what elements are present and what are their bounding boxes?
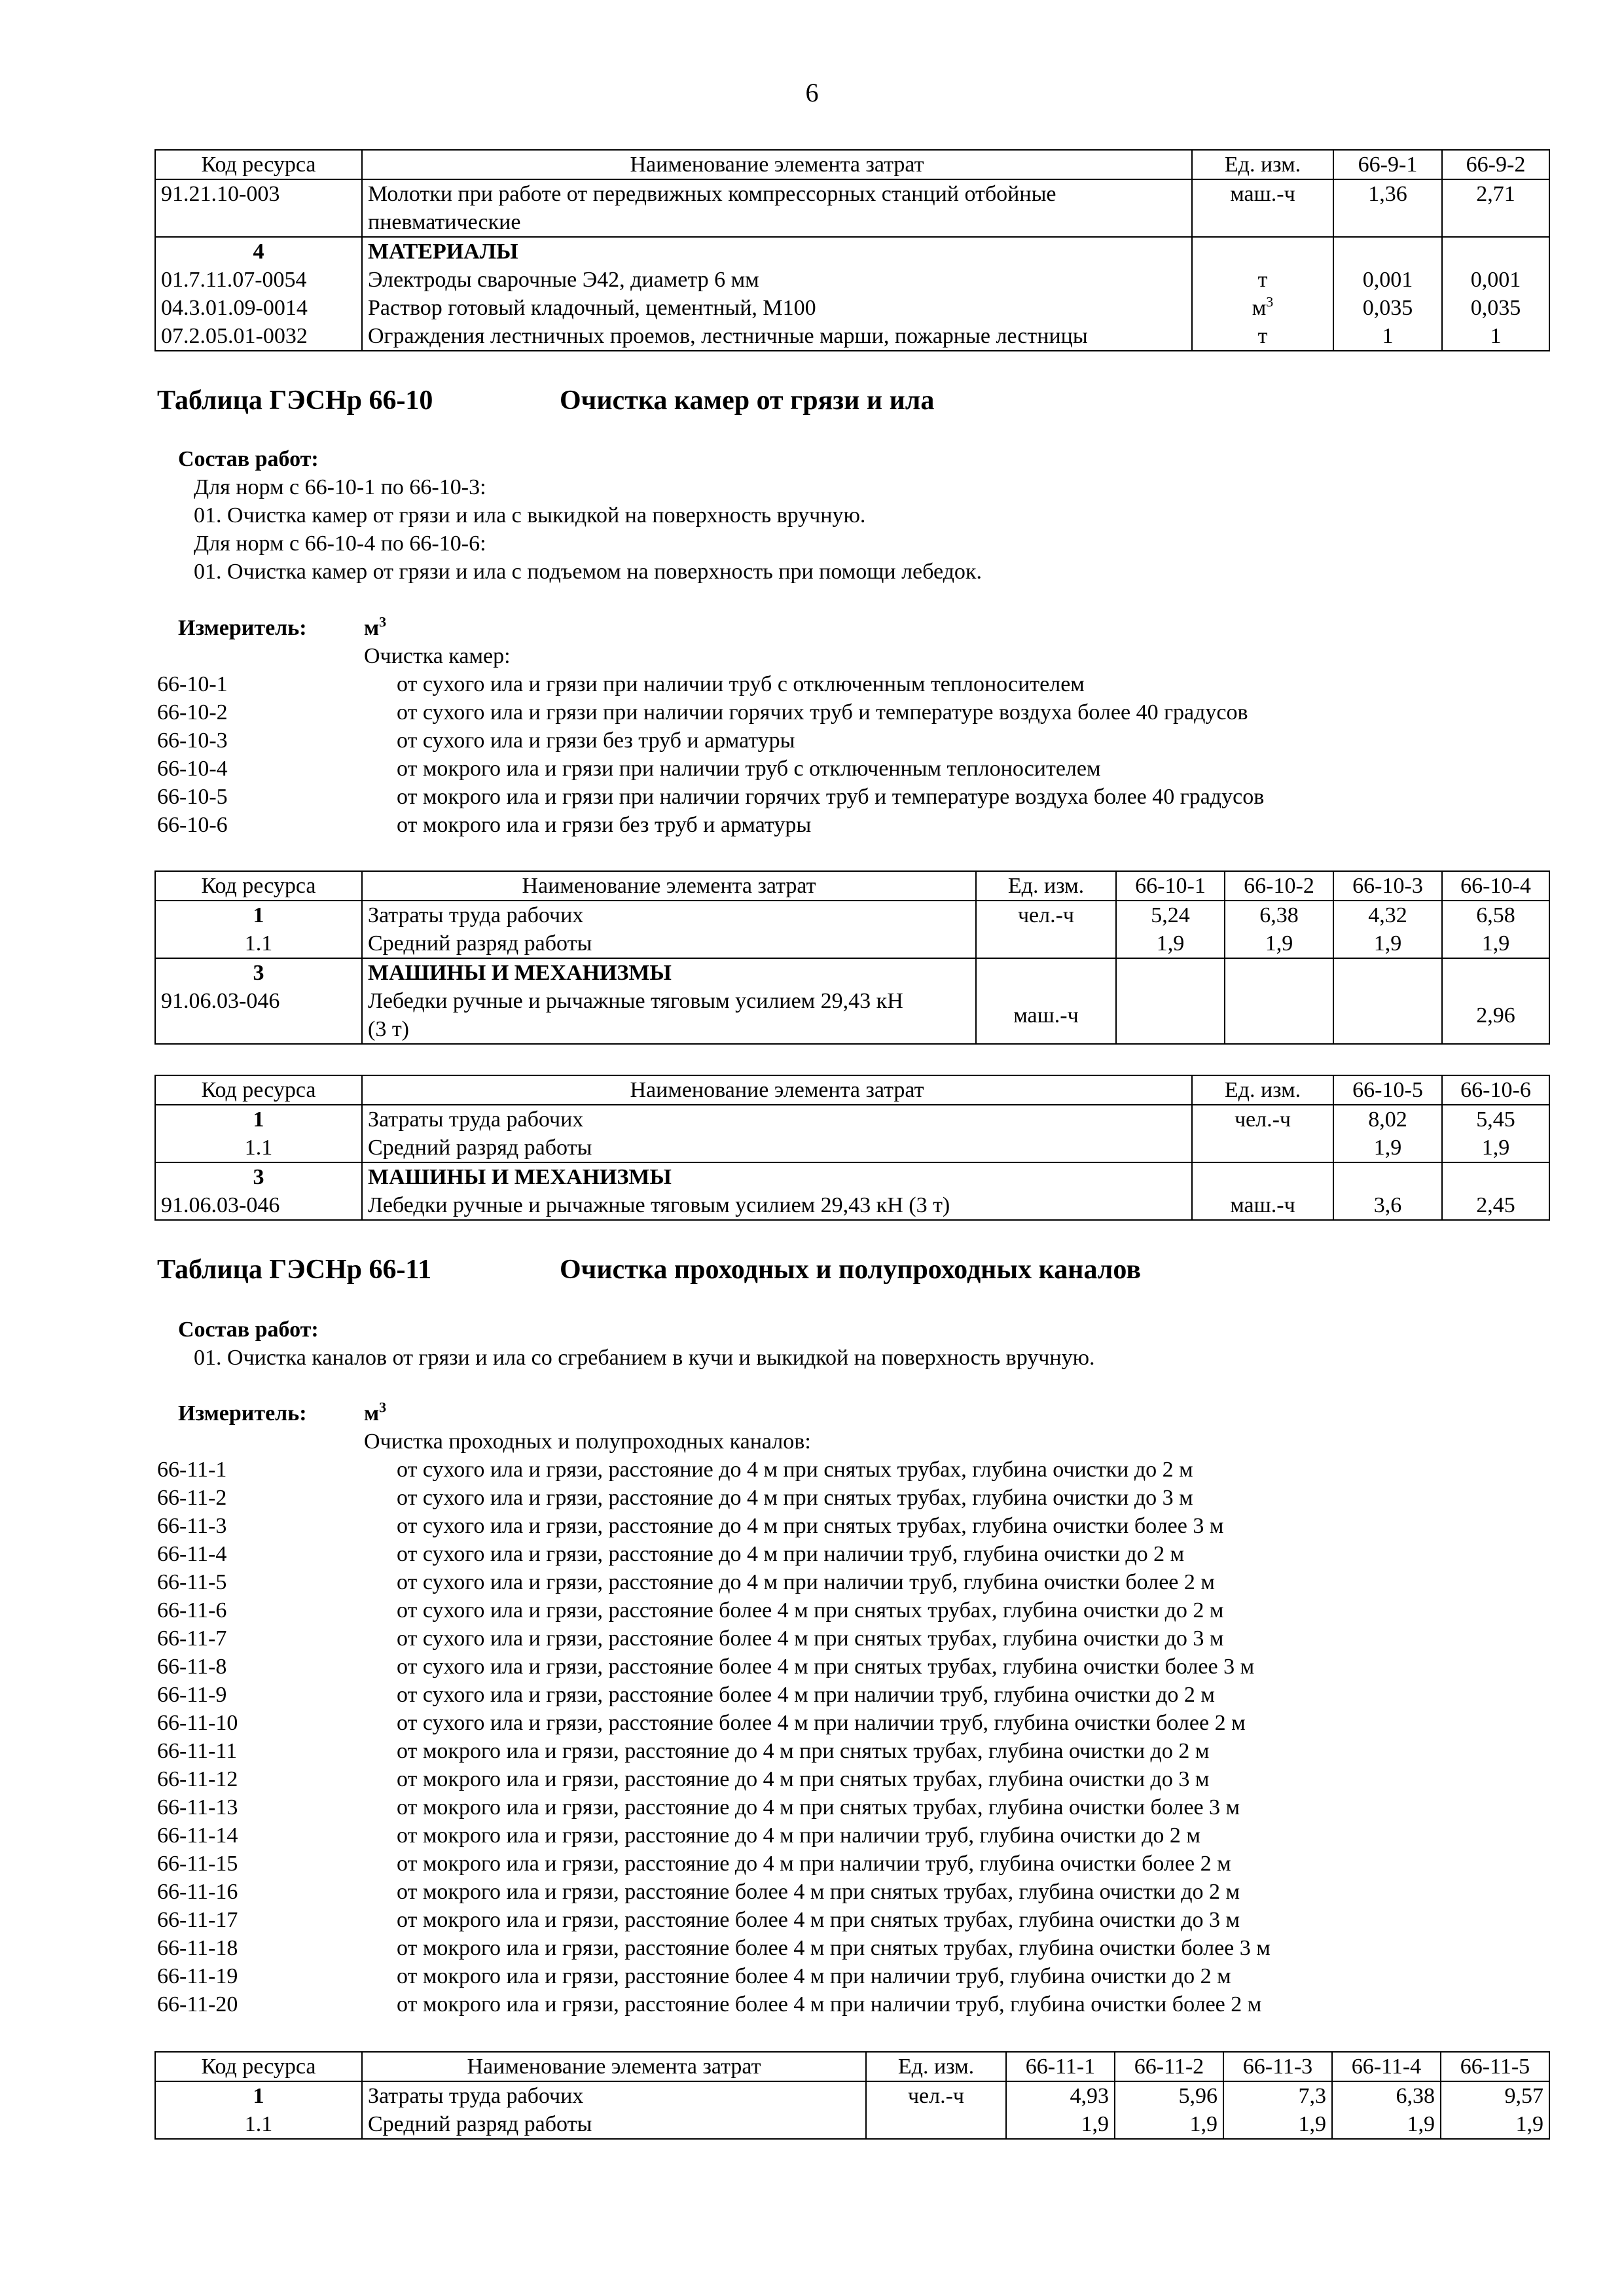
- resource-name: Затраты труда рабочих: [362, 2081, 866, 2110]
- norm-value: [1225, 987, 1333, 1044]
- norm-value: 1,9: [1441, 2110, 1549, 2139]
- norm-value: [1116, 987, 1225, 1044]
- section-name: МАШИНЫ И МЕХАНИЗМЫ: [362, 958, 976, 987]
- measure-label: Измеритель:: [178, 616, 307, 640]
- norm-value: 1,9: [1333, 1134, 1442, 1162]
- resource-unit: $м^3$: [1192, 294, 1333, 322]
- resource-name: Средний разряд работы: [362, 929, 976, 958]
- norm-value: [1333, 987, 1442, 1044]
- code-header: Код ресурса: [155, 871, 362, 901]
- list-item: 66-11-4 от сухого ила и грязи, расстояние до 4 м при наличии труб, глубина очистки до 2 м: [157, 1542, 1185, 1566]
- table-header-row: [155, 150, 1549, 179]
- resource-name: Раствор готовый кладочный, цементный, М100: [362, 294, 1192, 322]
- resource-code: 07.2.05.01-0032: [155, 322, 362, 351]
- norm-value: 6,38: [1225, 901, 1333, 929]
- norm-value: 5,24: [1116, 901, 1225, 929]
- norm-value: 0,035: [1333, 294, 1442, 322]
- column-header: 66-11-4: [1332, 2052, 1441, 2081]
- list-item: 66-11-7 от сухого ила и грязи, расстояние более 4 м при снятых трубах, глубина очистки до 3 м: [157, 1626, 1224, 1651]
- section-name: МАТЕРИАЛЫ: [362, 237, 1192, 266]
- unit-header: Ед. изм.: [1192, 150, 1333, 179]
- column-header: 66-10-1: [1116, 871, 1225, 901]
- norm-value: 9,57: [1441, 2081, 1549, 2110]
- list-item: 66-11-6 от сухого ила и грязи, расстояние более 4 м при снятых трубах, глубина очистки до 2 м: [157, 1598, 1224, 1623]
- column-header: 66-9-1: [1333, 150, 1442, 179]
- resource-code: 91.21.10-003: [155, 179, 362, 237]
- table-row: [155, 1105, 1549, 1134]
- table-row: [155, 2110, 1549, 2139]
- section-name: МАШИНЫ И МЕХАНИЗМЫ: [362, 1162, 1192, 1191]
- table-row: [155, 901, 1549, 929]
- code-header: Код ресурса: [155, 2052, 362, 2081]
- norm-value: 1,9: [1225, 929, 1333, 958]
- name-header: Наименование элемента затрат: [362, 150, 1192, 179]
- resource-table-66-11: [154, 2051, 1549, 2140]
- resource-unit: маш.-ч: [976, 987, 1116, 1044]
- list-item: 66-11-5 от сухого ила и грязи, расстояние до 4 м при наличии труб, глубина очистки более 2 м: [157, 1570, 1215, 1594]
- section-code: 4: [155, 237, 362, 266]
- list-item: 66-11-3 от сухого ила и грязи, расстояние до 4 м при снятых трубах, глубина очистки более 3 м: [157, 1514, 1224, 1538]
- resource-unit: маш.-ч: [1192, 1191, 1333, 1220]
- norm-value: 1,9: [1442, 1134, 1549, 1162]
- norm-value: 5,45: [1442, 1105, 1549, 1134]
- norm-value: 1: [1333, 322, 1442, 351]
- unit-header: Ед. изм.: [1192, 1075, 1333, 1105]
- table-number: Таблица ГЭСНр 66-11: [157, 1255, 432, 1285]
- norm-value: 1,9: [1332, 2110, 1441, 2139]
- resource-code: 1: [155, 901, 362, 929]
- norm-value: 1,9: [1115, 2110, 1223, 2139]
- column-header: 66-10-5: [1333, 1075, 1442, 1105]
- name-header: Наименование элемента затрат: [362, 1075, 1192, 1105]
- list-item: 66-10-3 от сухого ила и грязи без труб и арматуры: [157, 728, 795, 753]
- resource-name: Затраты труда рабочих: [362, 901, 976, 929]
- list-item: 66-11-14 от мокрого ила и грязи, расстояние до 4 м при наличии труб, глубина очистки до 2 м: [157, 1823, 1200, 1848]
- resource-name: Средний разряд работы: [362, 2110, 866, 2139]
- table-header-row: [155, 1075, 1549, 1105]
- section-code: 3: [155, 958, 362, 987]
- norm-value: 2,45: [1442, 1191, 1549, 1220]
- list-item: 66-10-6 от мокрого ила и грязи без труб и арматуры: [157, 813, 812, 837]
- measure-label: Измеритель:: [178, 1401, 307, 1426]
- name-header: Наименование элемента затрат: [362, 871, 976, 901]
- table-section-row: [155, 1162, 1549, 1191]
- composition-line: 01. Очистка камер от грязи и ила с выкидкой на поверхность вручную.: [194, 503, 866, 528]
- resource-unit: чел.-ч: [866, 2081, 1006, 2110]
- composition-label: Состав работ:: [178, 447, 319, 471]
- norm-value: 0,035: [1442, 294, 1549, 322]
- column-header: 66-11-1: [1006, 2052, 1115, 2081]
- column-header: 66-11-3: [1223, 2052, 1332, 2081]
- composition-line: Для норм с 66-10-1 по 66-10-3:: [194, 475, 486, 499]
- composition-label: Состав работ:: [178, 1318, 319, 1342]
- resource-unit: т: [1192, 266, 1333, 294]
- resource-code: 1.1: [155, 2110, 362, 2139]
- resource-name: Лебедки ручные и рычажные тяговым усилием 29,43 кН (3 т): [362, 987, 976, 1044]
- list-item: 66-11-16 от мокрого ила и грязи, расстояние более 4 м при снятых трубах, глубина очистки до 2 м: [157, 1880, 1240, 1904]
- table-row: [155, 266, 1549, 294]
- table-row: [155, 929, 1549, 958]
- list-item: 66-11-8 от сухого ила и грязи, расстояние более 4 м при снятых трубах, глубина очистки более 3 м: [157, 1655, 1255, 1679]
- resource-name: Молотки при работе от передвижных компрессорных станций отбойные пневматические: [362, 179, 1192, 237]
- norm-value: 6,58: [1442, 901, 1549, 929]
- composition-line: 01. Очистка каналов от грязи и ила со сгребанием в кучи и выкидкой на поверхность вручную.: [194, 1346, 1095, 1370]
- composition-line: Для норм с 66-10-4 по 66-10-6:: [194, 531, 486, 556]
- group-title: Очистка проходных и полупроходных каналов:: [364, 1429, 811, 1454]
- resource-code: 04.3.01.09-0014: [155, 294, 362, 322]
- table-row: [155, 322, 1549, 351]
- group-title: Очистка камер:: [364, 644, 511, 668]
- norm-value: 0,001: [1333, 266, 1442, 294]
- resource-table-66-10-a: [154, 870, 1549, 1045]
- list-item: 66-11-2 от сухого ила и грязи, расстояние до 4 м при снятых трубах, глубина очистки до 3 м: [157, 1486, 1193, 1510]
- norm-value: 6,38: [1332, 2081, 1441, 2110]
- norm-value: 3,6: [1333, 1191, 1442, 1220]
- list-item: 66-10-2 от сухого ила и грязи при наличии горячих труб и температуре воздуха более 40 градусов: [157, 700, 1248, 725]
- table-row: [155, 2081, 1549, 2110]
- code-header: Код ресурса: [155, 1075, 362, 1105]
- list-item: 66-11-10 от сухого ила и грязи, расстояние более 4 м при наличии труб, глубина очистки более 2 м: [157, 1711, 1246, 1735]
- resource-unit: маш.-ч: [1192, 179, 1333, 237]
- resource-table-66-9: [154, 149, 1549, 351]
- column-header: 66-11-5: [1441, 2052, 1549, 2081]
- resource-code: 1.1: [155, 1134, 362, 1162]
- table-row: [155, 179, 1549, 237]
- resource-name: Затраты труда рабочих: [362, 1105, 1192, 1134]
- unit-header: Ед. изм.: [866, 2052, 1006, 2081]
- resource-name: Лебедки ручные и рычажные тяговым усилием 29,43 кН (3 т): [362, 1191, 1192, 1220]
- norm-value: 5,96: [1115, 2081, 1223, 2110]
- list-item: 66-11-19 от мокрого ила и грязи, расстояние более 4 м при наличии труб, глубина очистки до 2 м: [157, 1964, 1231, 1988]
- table-section-row: [155, 958, 1549, 987]
- resource-code: 91.06.03-046: [155, 1191, 362, 1220]
- list-item: 66-11-20 от мокрого ила и грязи, расстояние более 4 м при наличии труб, глубина очистки более 2 м: [157, 1992, 1262, 2017]
- list-item: 66-11-11 от мокрого ила и грязи, расстояние до 4 м при снятых трубах, глубина очистки до 2 м: [157, 1739, 1210, 1763]
- norm-value: 8,02: [1333, 1105, 1442, 1134]
- norm-value: 1,36: [1333, 179, 1442, 237]
- list-item: 66-11-9 от сухого ила и грязи, расстояние более 4 м при наличии труб, глубина очистки до 2 м: [157, 1683, 1215, 1707]
- table-row: [155, 294, 1549, 322]
- list-item: 66-10-4 от мокрого ила и грязи при наличии труб с отключенным теплоносителем: [157, 757, 1101, 781]
- list-item: 66-10-1 от сухого ила и грязи при наличии труб с отключенным теплоносителем: [157, 672, 1085, 696]
- resource-unit: чел.-ч: [1192, 1105, 1333, 1134]
- list-item: 66-11-18 от мокрого ила и грязи, расстояние более 4 м при снятых трубах, глубина очистки более 3 м: [157, 1936, 1271, 1960]
- resource-name: Электроды сварочные Э42, диаметр 6 мм: [362, 266, 1192, 294]
- table-name: Очистка проходных и полупроходных каналов: [560, 1255, 1142, 1285]
- list-item: 66-11-15 от мокрого ила и грязи, расстояние до 4 м при наличии труб, глубина очистки более 2 м: [157, 1852, 1231, 1876]
- column-header: 66-10-3: [1333, 871, 1442, 901]
- resource-code: 1.1: [155, 929, 362, 958]
- norm-value: 2,71: [1442, 179, 1549, 237]
- page-number: 6: [805, 78, 819, 107]
- table-header-row: [155, 871, 1549, 901]
- table-row: [155, 1134, 1549, 1162]
- column-header: 66-10-6: [1442, 1075, 1549, 1105]
- column-header: 66-9-2: [1442, 150, 1549, 179]
- norm-value: 1,9: [1116, 929, 1225, 958]
- unit-header: Ед. изм.: [976, 871, 1116, 901]
- resource-unit: т: [1192, 322, 1333, 351]
- list-item: 66-10-5 от мокрого ила и грязи при наличии горячих труб и температуре воздуха более 40 градусов: [157, 785, 1265, 809]
- list-item: 66-11-12 от мокрого ила и грязи, расстояние до 4 м при снятых трубах, глубина очистки до 3 м: [157, 1767, 1210, 1791]
- resource-code: 1: [155, 1105, 362, 1134]
- resource-code: 1: [155, 2081, 362, 2110]
- column-header: 66-11-2: [1115, 2052, 1223, 2081]
- norm-value: 1: [1442, 322, 1549, 351]
- table-row: [155, 987, 1549, 1044]
- norm-value: 4,93: [1006, 2081, 1115, 2110]
- resource-name: Ограждения лестничных проемов, лестничные марши, пожарные лестницы: [362, 322, 1192, 351]
- table-section-row: [155, 237, 1549, 266]
- column-header: 66-10-2: [1225, 871, 1333, 901]
- table-number: Таблица ГЭСНр 66-10: [157, 386, 433, 416]
- norm-value: 1,9: [1006, 2110, 1115, 2139]
- measure-unit: $м^3$: [364, 1399, 387, 1426]
- measure-unit: $м^3$: [364, 613, 387, 640]
- resource-code: 01.7.11.07-0054: [155, 266, 362, 294]
- resource-table-66-10-b: [154, 1075, 1549, 1221]
- norm-value: 2,96: [1442, 987, 1549, 1044]
- norm-value: 4,32: [1333, 901, 1442, 929]
- list-item: 66-11-13 от мокрого ила и грязи, расстояние до 4 м при снятых трубах, глубина очистки более 3 м: [157, 1795, 1240, 1820]
- composition-line: 01. Очистка камер от грязи и ила с подъемом на поверхность при помощи лебедок.: [194, 560, 982, 584]
- list-item: 66-11-1 от сухого ила и грязи, расстояние до 4 м при снятых трубах, глубина очистки до 2 м: [157, 1458, 1193, 1482]
- norm-value: 1,9: [1333, 929, 1442, 958]
- norm-value: 7,3: [1223, 2081, 1332, 2110]
- norm-value: 1,9: [1442, 929, 1549, 958]
- table-row: [155, 1191, 1549, 1220]
- table-name: Очистка камер от грязи и ила: [560, 386, 935, 416]
- code-header: Код ресурса: [155, 150, 362, 179]
- table-header-row: [155, 2052, 1549, 2081]
- resource-code: 91.06.03-046: [155, 987, 362, 1044]
- resource-name: Средний разряд работы: [362, 1134, 1192, 1162]
- section-code: 3: [155, 1162, 362, 1191]
- norm-value: 1,9: [1223, 2110, 1332, 2139]
- name-header: Наименование элемента затрат: [362, 2052, 866, 2081]
- norm-value: 0,001: [1442, 266, 1549, 294]
- list-item: 66-11-17 от мокрого ила и грязи, расстояние более 4 м при снятых трубах, глубина очистки до 3 м: [157, 1908, 1240, 1932]
- resource-unit: чел.-ч: [976, 901, 1116, 929]
- column-header: 66-10-4: [1442, 871, 1549, 901]
